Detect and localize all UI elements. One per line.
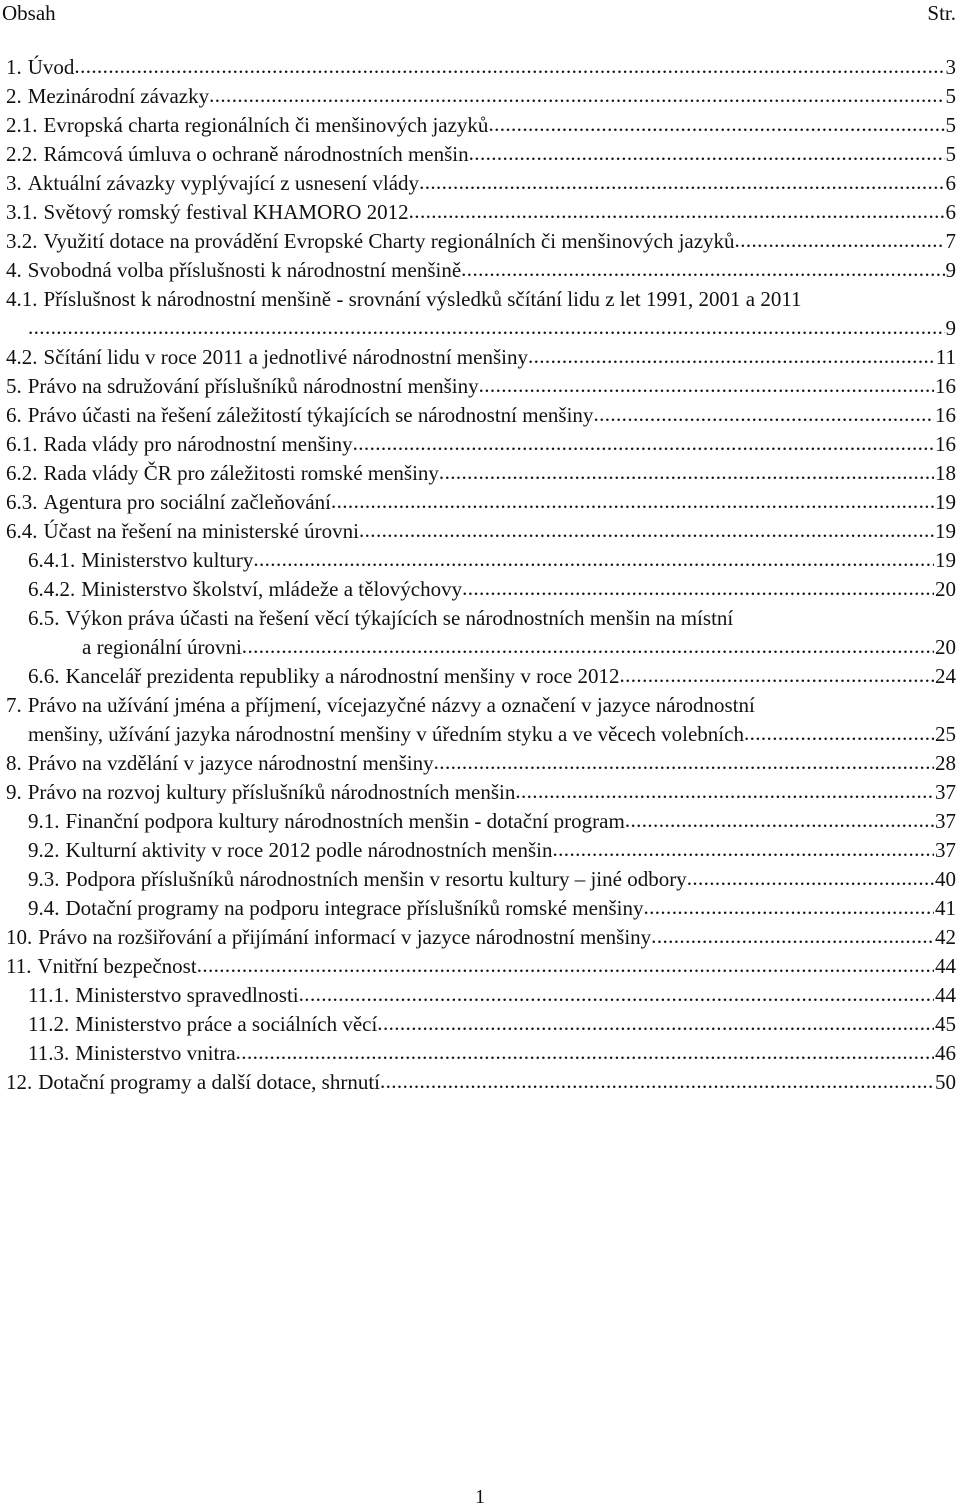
toc-entry-title: Úvod: [27, 55, 75, 79]
toc-entry-title: Sčítání lidu v roce 2011 a jednotlivé národnostní menšiny: [43, 345, 528, 369]
toc-entry[interactable]: [0, 952, 960, 981]
toc-entry-page: 6: [945, 171, 956, 195]
toc-title: Obsah: [2, 1, 56, 25]
toc-entry-page: 9: [945, 316, 956, 340]
toc-entry-number: 11.3.: [28, 1041, 70, 1065]
toc-entry-title: Vnitřní bezpečnost: [37, 954, 197, 978]
toc-entry[interactable]: [0, 836, 960, 865]
toc-entry-page: 7: [945, 229, 956, 253]
toc-entry[interactable]: [0, 1039, 960, 1068]
toc-entry-number: 5.: [6, 374, 22, 398]
toc-entry-page: 20: [935, 635, 956, 659]
toc-entry-title: Ministerstvo spravedlnosti: [75, 983, 299, 1007]
toc-entry-number: 4.: [6, 258, 22, 282]
toc-entry[interactable]: [0, 256, 960, 285]
toc-entry[interactable]: [0, 372, 960, 401]
toc-entry[interactable]: [0, 1010, 960, 1039]
toc-entry-page: 9: [945, 258, 956, 282]
dot-leader: [359, 516, 934, 545]
dot-leader: [593, 400, 934, 429]
toc-entry[interactable]: [0, 807, 960, 836]
toc-entry[interactable]: [0, 169, 960, 198]
toc-entry-page: 5: [945, 113, 956, 137]
toc-entry-number: 6.4.: [6, 519, 38, 543]
toc-entry-number: 3.2.: [6, 229, 38, 253]
dot-leader: [380, 1067, 934, 1096]
dot-leader: [209, 81, 944, 110]
toc-entry[interactable]: [0, 488, 960, 517]
toc-entry-number: 11.2.: [28, 1012, 70, 1036]
toc-entry-title: Dotační programy na podporu integrace příslušníků romské menšiny: [65, 896, 644, 920]
dot-leader: [419, 168, 944, 197]
toc-entry-page: 41: [935, 896, 956, 920]
dot-leader: [353, 429, 934, 458]
toc-entry[interactable]: [0, 865, 960, 894]
toc-entry-page: 28: [935, 751, 956, 775]
page-number: 1: [475, 1486, 485, 1508]
toc-entry-page: 46: [935, 1041, 956, 1065]
dot-leader: [687, 864, 934, 893]
toc-entry-page: 45: [935, 1012, 956, 1036]
dot-leader: [299, 980, 934, 1009]
toc-entry-number: 4.2.: [6, 345, 38, 369]
toc-entry[interactable]: [0, 227, 960, 256]
toc-entry-page: 16: [935, 432, 956, 456]
toc-entry[interactable]: [0, 140, 960, 169]
toc-entry-page: 42: [935, 925, 956, 949]
toc-entry-page: 37: [935, 838, 956, 862]
toc-entry-title: Agentura pro sociální začleňování: [43, 490, 331, 514]
toc-entry[interactable]: [0, 981, 960, 1010]
toc-entry-title: Dotační programy a další dotace, shrnutí: [38, 1070, 380, 1094]
toc-entry[interactable]: [0, 517, 960, 546]
toc-entry-title: Finanční podpora kultury národnostních menšin - dotační program: [65, 809, 625, 833]
toc-entry-title: Svobodná volba příslušnosti k národnostní menšině: [27, 258, 462, 282]
toc-entry-page: 50: [935, 1070, 956, 1094]
dot-leader: [28, 313, 945, 342]
toc-entry-number: 2.2.: [6, 142, 38, 166]
toc-entry-title: Právo na užívání jména a příjmení, vícejazyčné názvy a označení v jazyce národnostní: [27, 693, 755, 717]
toc-entry-number: 12.: [6, 1070, 33, 1094]
toc-entry[interactable]: [0, 401, 960, 430]
toc-entry-number: 6.6.: [28, 664, 60, 688]
toc-entry[interactable]: [0, 923, 960, 952]
toc-entry-title: Právo účasti na řešení záležitostí týkajících se národnostní menšiny: [27, 403, 594, 427]
toc-entry[interactable]: [0, 459, 960, 488]
toc-entry-page: 6: [945, 200, 956, 224]
dot-leader: [462, 574, 934, 603]
dot-leader: [434, 748, 934, 777]
toc-entry-number: 6.2.: [6, 461, 38, 485]
toc-entry-number: 9.3.: [28, 867, 60, 891]
toc-entry-title: Evropská charta regionálních či menšinových jazyků: [43, 113, 489, 137]
toc-entry-title: Světový romský festival KHAMORO 2012: [43, 200, 409, 224]
toc-entry-number: 9.2.: [28, 838, 60, 862]
dot-leader: [253, 545, 934, 574]
toc-entry-title: Právo na vzdělání v jazyce národnostní menšiny: [27, 751, 434, 775]
toc-entry-page: 25: [935, 722, 956, 746]
table-of-contents: [0, 53, 960, 1097]
toc-entry-title: Výkon práva účasti na řešení věcí týkajících se národnostních menšin na místní: [65, 606, 734, 630]
dot-leader: [331, 487, 934, 516]
toc-entry-title: Aktuální závazky vyplývající z usnesení vlády: [27, 171, 420, 195]
toc-entry[interactable]: [0, 778, 960, 807]
toc-entry-title: Ministerstvo vnitra: [75, 1041, 236, 1065]
toc-entry-title: Ministerstvo práce a sociálních věcí: [75, 1012, 378, 1036]
toc-entry-number: 11.1.: [28, 983, 70, 1007]
toc-entry[interactable]: [0, 111, 960, 140]
toc-entry-title: Využití dotace na provádění Evropské Charty regionálních či menšinových jazyků: [43, 229, 735, 253]
toc-entry-title: Právo na rozšiřování a přijímání informací v jazyce národnostní menšiny: [38, 925, 652, 949]
dot-leader: [469, 139, 945, 168]
toc-entry[interactable]: [0, 82, 960, 111]
dot-leader: [643, 893, 934, 922]
toc-entry-title: Ministerstvo kultury: [81, 548, 254, 572]
toc-entry-number: 7.: [6, 693, 22, 717]
toc-entry[interactable]: [0, 285, 960, 343]
dot-leader: [409, 197, 945, 226]
toc-entry-title: Právo na sdružování příslušníků národnostní menšiny: [27, 374, 479, 398]
toc-entry-title: Účast na řešení na ministerské úrovni: [43, 519, 359, 543]
toc-entry-page: 3: [945, 55, 956, 79]
dot-leader: [488, 110, 944, 139]
toc-entry[interactable]: [0, 575, 960, 604]
toc-entry-page: 20: [935, 577, 956, 601]
toc-entry-number: 8.: [6, 751, 22, 775]
toc-entry-page: 18: [935, 461, 956, 485]
toc-entry-title: Mezinárodní závazky: [27, 84, 210, 108]
dot-leader: [479, 371, 934, 400]
toc-entry-page: 37: [935, 780, 956, 804]
dot-leader: [439, 458, 934, 487]
toc-entry[interactable]: [0, 343, 960, 372]
toc-entry-page: 19: [935, 519, 956, 543]
dot-leader: [735, 226, 945, 255]
toc-entry-number: 2.: [6, 84, 22, 108]
toc-entry-title: Podpora příslušníků národnostních menšin v resortu kultury – jiné odbory: [65, 867, 687, 891]
toc-header: [0, 0, 960, 28]
toc-entry-number: 4.1.: [6, 287, 38, 311]
toc-entry[interactable]: [0, 546, 960, 575]
toc-entry-number: 10.: [6, 925, 33, 949]
toc-entry[interactable]: [0, 749, 960, 778]
toc-entry-title: Rada vlády pro národnostní menšiny: [43, 432, 353, 456]
toc-entry-number: 1.: [6, 55, 22, 79]
toc-entry-number: 9.1.: [28, 809, 60, 833]
toc-entry-title: Kancelář prezidenta republiky a národnostní menšiny v roce 2012: [65, 664, 620, 688]
toc-entry-page: 44: [935, 954, 956, 978]
toc-entry-number: 3.1.: [6, 200, 38, 224]
toc-entry-number: 2.1.: [6, 113, 38, 137]
toc-entry-title-continued: a regionální úrovni: [82, 635, 242, 659]
toc-entry-page: 40: [935, 867, 956, 891]
toc-entry-page: 16: [935, 374, 956, 398]
toc-entry-number: 6.3.: [6, 490, 38, 514]
dot-leader: [461, 255, 944, 284]
toc-entry-page: 11: [935, 345, 956, 369]
toc-entry-number: 6.4.1.: [28, 548, 76, 572]
toc-entry-title-continued: menšiny, užívání jazyka národnostní menšiny v úředním styku a ve věcech volebních: [28, 722, 744, 746]
toc-entry-number: 6.: [6, 403, 22, 427]
dot-leader: [528, 342, 935, 371]
dot-leader: [619, 661, 934, 690]
toc-entry[interactable]: [0, 604, 960, 662]
toc-entry-title: Rámcová úmluva o ochraně národnostních menšin: [43, 142, 469, 166]
dot-leader: [625, 806, 934, 835]
dot-leader: [197, 951, 934, 980]
toc-entry-page: 44: [935, 983, 956, 1007]
toc-entry-number: 9.: [6, 780, 22, 804]
dot-leader: [74, 52, 944, 81]
toc-entry-number: 6.5.: [28, 606, 60, 630]
toc-entry-page: 24: [935, 664, 956, 688]
toc-entry-number: 3.: [6, 171, 22, 195]
toc-entry-number: 6.1.: [6, 432, 38, 456]
toc-entry-title: Příslušnost k národnostní menšině - srovnání výsledků sčítání lidu z let 1991, 2001 a 2011: [43, 287, 802, 311]
dot-leader: [651, 922, 934, 951]
dot-leader: [515, 777, 934, 806]
dot-leader: [242, 632, 934, 661]
toc-entry-title: Rada vlády ČR pro záležitosti romské menšiny: [43, 461, 439, 485]
toc-entry[interactable]: [0, 1068, 960, 1097]
dot-leader: [377, 1009, 934, 1038]
toc-entry[interactable]: [0, 198, 960, 227]
toc-entry[interactable]: [0, 894, 960, 923]
page-column-label: Str.: [927, 1, 956, 25]
toc-entry-title: Právo na rozvoj kultury příslušníků národnostních menšin: [27, 780, 516, 804]
toc-entry[interactable]: [0, 430, 960, 459]
toc-entry-page: 5: [945, 84, 956, 108]
toc-entry-title: Ministerstvo školství, mládeže a tělovýchovy: [81, 577, 463, 601]
toc-entry[interactable]: [0, 662, 960, 691]
toc-entry-number: 9.4.: [28, 896, 60, 920]
toc-entry-number: 11.: [6, 954, 32, 978]
toc-entry[interactable]: [0, 691, 960, 749]
toc-entry-number: 6.4.2.: [28, 577, 76, 601]
toc-entry-title: Kulturní aktivity v roce 2012 podle národnostních menšin: [65, 838, 553, 862]
toc-entry-page: 19: [935, 548, 956, 572]
dot-leader: [744, 719, 934, 748]
toc-entry[interactable]: [0, 53, 960, 82]
toc-entry-page: 16: [935, 403, 956, 427]
dot-leader: [236, 1038, 934, 1067]
toc-entry-page: 5: [945, 142, 956, 166]
toc-entry-page: 37: [935, 809, 956, 833]
toc-entry-page: 19: [935, 490, 956, 514]
dot-leader: [553, 835, 935, 864]
